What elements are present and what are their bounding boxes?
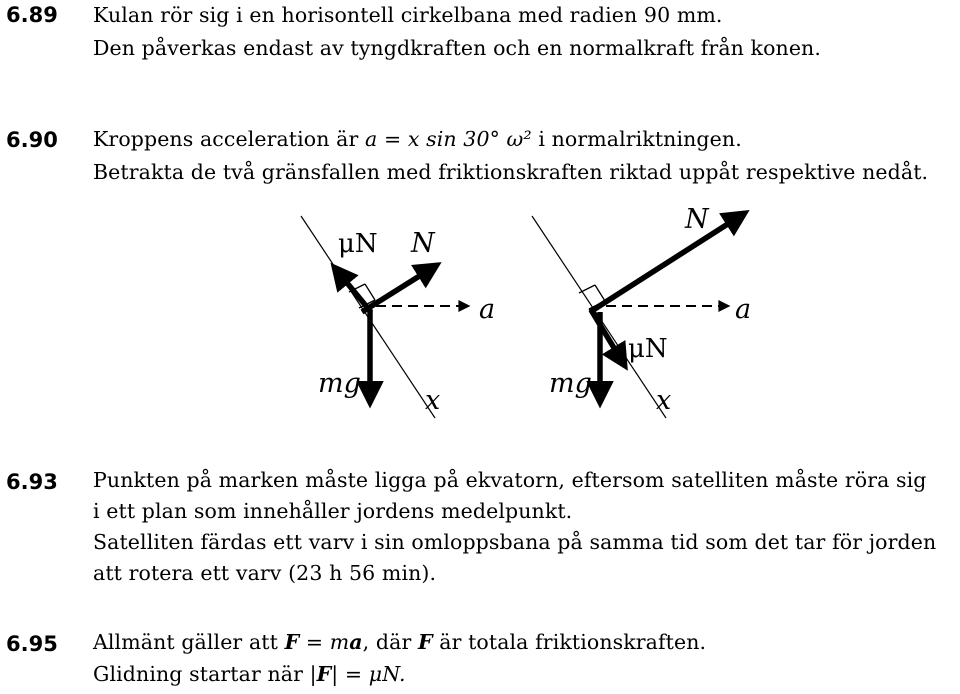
text-segment: i normalriktningen. (531, 127, 742, 151)
abs-bar-open: | (309, 662, 317, 686)
right-label-mg: mg (549, 368, 592, 399)
left-force-diagram (301, 216, 495, 418)
right-force-diagram (532, 204, 751, 418)
problem-6-93-line-3: Satelliten färdas ett varv i sin omloppsbana på samma tid som det tar för jorden (93, 530, 937, 554)
problem-6-93-line-2: i ett plan som innehåller jordens medelpunkt. (93, 499, 573, 523)
acceleration-vector-symbol: a (349, 630, 363, 654)
left-label-x: x (425, 385, 441, 416)
abs-bar-close: | (331, 662, 339, 686)
right-normal-force-arrow (590, 213, 745, 312)
left-normal-force-arrow (362, 265, 437, 312)
acceleration-formula: a = x sin 30° ω² (365, 127, 532, 151)
problem-number-6-89: 6.89 (6, 3, 58, 27)
force-vector-symbol: F (284, 630, 300, 654)
problem-6-95-line-2 (93, 662, 406, 686)
text-segment: är totala friktionskraften. (432, 630, 707, 654)
text-segment: = μN. (338, 662, 406, 686)
left-label-mu-n: μN (338, 229, 378, 259)
force-vector-symbol: F (417, 630, 433, 654)
right-label-a: a (735, 294, 752, 325)
problem-6-95-line-1 (93, 630, 706, 654)
text-segment: , där (362, 630, 418, 654)
problem-number-6-93: 6.93 (6, 470, 58, 494)
problem-6-89-line-2: Den påverkas endast av tyngdkraften och en normalkraft från konen. (93, 36, 821, 60)
problem-6-93-line-4: att rotera ett varv (23 h 56 min). (93, 561, 437, 585)
text-segment: Glidning startar när (93, 662, 310, 686)
text-segment: = m (299, 630, 350, 654)
right-label-mu-n: μN (628, 334, 668, 364)
text-segment: Allmänt gäller att (93, 630, 285, 654)
problem-6-90-line-2: Betrakta de två gränsfallen med friktionskraften riktad uppåt respektive nedåt. (93, 160, 929, 184)
force-vector-symbol: F (316, 662, 332, 686)
problem-6-89-line-1: Kulan rör sig i en horisontell cirkelbana med radien 90 mm. (93, 3, 723, 27)
right-label-x: x (656, 385, 672, 416)
text-segment: Kroppens acceleration är (93, 127, 365, 151)
left-label-n: N (411, 228, 435, 259)
right-friction-arrow (591, 310, 625, 366)
problem-number-6-95: 6.95 (6, 632, 58, 656)
left-label-a: a (479, 294, 496, 325)
right-label-n: N (685, 204, 709, 235)
problem-6-93-line-1: Punkten på marken måste ligga på ekvatorn, eftersom satelliten måste röra sig (93, 468, 927, 492)
left-label-mg: mg (318, 368, 361, 399)
left-friction-arrow (334, 267, 371, 312)
problem-number-6-90: 6.90 (6, 128, 58, 152)
